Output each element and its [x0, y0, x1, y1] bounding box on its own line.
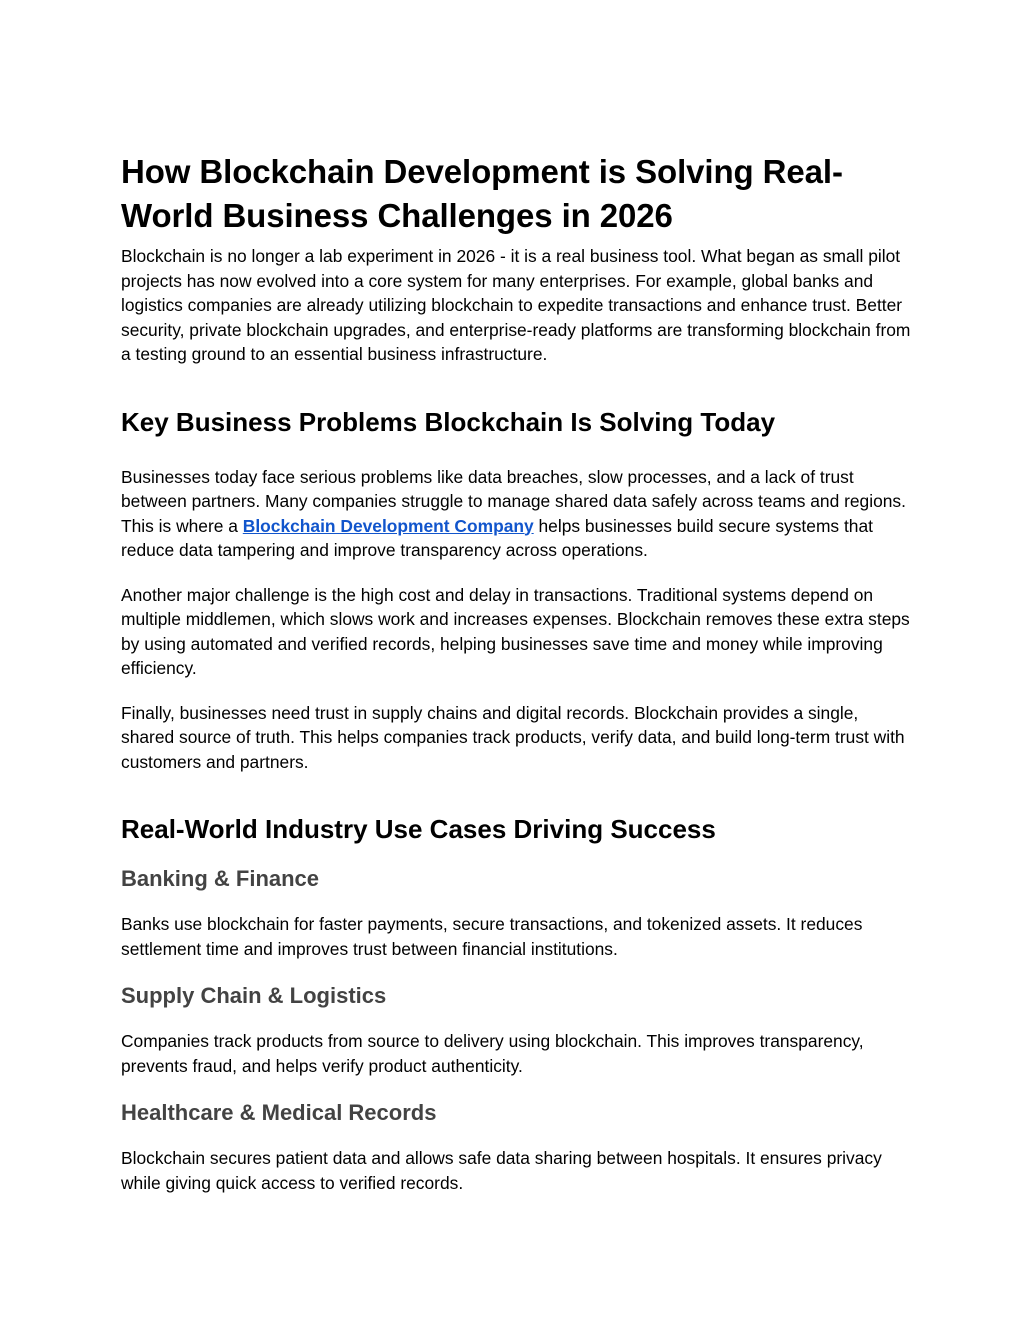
- problems-paragraph-3: Finally, businesses need trust in supply chains and digital records. Blockchain provides a single, shared source of truth. This helps companies track products, verify data, and build long-term trust with customers and partners.: [121, 702, 905, 772]
- document-body: [121, 150, 911, 1195]
- problems-text-after: helps businesses build secure systems that reduce data tampering and improve transparency across operations.: [121, 515, 873, 560]
- use-case-heading-supply-chain: Supply Chain & Logistics: [121, 983, 387, 1008]
- page-title: How Blockchain Development is Solving Real-World Business Challenges in 2026: [121, 153, 843, 234]
- section-heading-problems: Key Business Problems Blockchain Is Solving Today: [121, 406, 776, 437]
- use-case-heading-banking: Banking & Finance: [121, 866, 320, 891]
- intro-paragraph: Blockchain is no longer a lab experiment in 2026 - it is a real business tool. What began as small pilot projects has now evolved into a core system for many enterprises. For example, global banks and logistics companies are already utilizing blockchain to expedite transactions and enhance trust. Better security, private blockchain upgrades, and enterprise-ready platforms are transforming blockchain from a testing ground to an essential business infrastructure.: [121, 246, 911, 364]
- use-case-text-healthcare: Blockchain secures patient data and allows safe data sharing between hospitals. It ensures privacy while giving quick access to verified records.: [121, 1148, 882, 1193]
- section-heading-use-cases: Real-World Industry Use Cases Driving Success: [121, 814, 716, 844]
- use-case-heading-healthcare: Healthcare & Medical Records: [121, 1100, 437, 1125]
- problems-text-before: Businesses today face serious problems like data breaches, slow processes, and a lack of trust between partners. Many companies struggle to manage shared data safely across teams and regions. This is where a: [121, 466, 906, 536]
- blockchain-company-link[interactable]: Blockchain Development Company: [242, 515, 534, 536]
- use-case-text-supply-chain: Companies track products from source to delivery using blockchain. This improves transparency, prevents fraud, and helps verify product authenticity.: [121, 1031, 864, 1076]
- problems-paragraph-1: [121, 465, 911, 563]
- use-case-text-banking: Banks use blockchain for faster payments, secure transactions, and tokenized assets. It reduces settlement time and improves trust between financial institutions.: [121, 914, 863, 959]
- problems-paragraph-2: Another major challenge is the high cost and delay in transactions. Traditional systems depend on multiple middlemen, which slows work and increases expenses. Blockchain removes these extra steps by using automated and verified records, helping businesses save time and money while improving efficiency.: [121, 584, 910, 678]
